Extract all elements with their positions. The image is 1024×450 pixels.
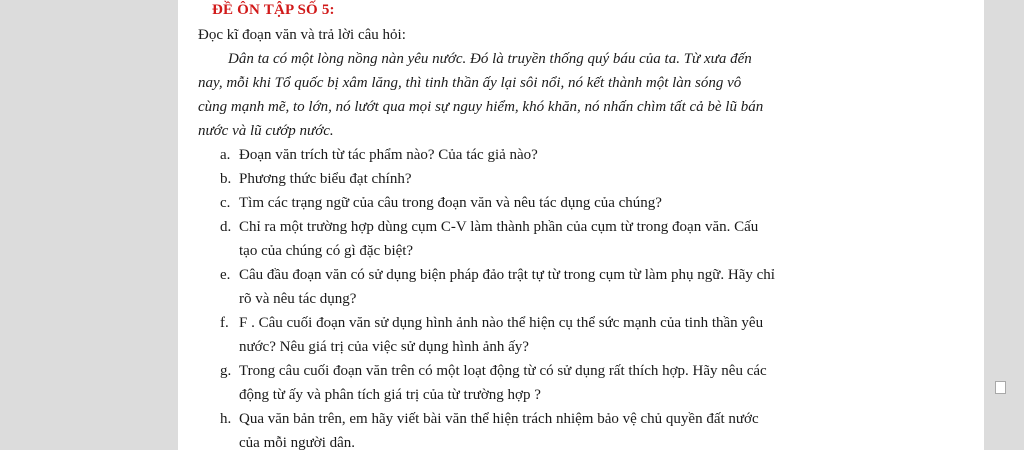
question-text: Đoạn văn trích từ tác phẩm nào? Của tác giả nào? xyxy=(239,147,538,163)
question-list xyxy=(220,143,780,450)
question-item xyxy=(220,143,780,167)
question-letter: f. xyxy=(220,315,229,331)
question-text: Phương thức biểu đạt chính? xyxy=(239,171,412,187)
question-item xyxy=(220,215,780,263)
question-item xyxy=(220,191,780,215)
question-letter: c. xyxy=(220,195,231,211)
instruction-text: Đọc kĩ đoạn văn và trả lời câu hỏi: xyxy=(198,27,406,43)
document-title: ĐỀ ÔN TẬP SỐ 5: xyxy=(212,2,335,18)
question-letter: e. xyxy=(220,267,231,283)
question-item xyxy=(220,167,780,191)
question-text: F . Câu cuối đoạn văn sử dụng hình ảnh nào thể hiện cụ thể sức mạnh của tinh thần yêu nước? Nêu giá trị của việc sử dụng hình ảnh ấy? xyxy=(239,315,764,355)
passage-text: Dân ta có một lòng nồng nàn yêu nước. Đó là truyền thống quý báu của ta. Từ xưa đến nay, mỗi khi Tổ quốc bị xâm lăng, thì tinh thần ấy lại sôi nổi, nó kết thành một làn sóng vô cùng mạnh mẽ, to lớn, nó lướt qua mọi sự nguy hiểm, khó khăn, nó nhấn chìm tất cả bè lũ bán nước và lũ cướp nước. xyxy=(198,51,764,139)
question-item xyxy=(220,407,780,450)
question-text: Chỉ ra một trường hợp dùng cụm C-V làm thành phần của cụm từ trong đoạn văn. Cấu tạo của chúng có gì đặc biệt? xyxy=(239,219,759,259)
question-text: Tìm các trạng ngữ của câu trong đoạn văn và nêu tác dụng của chúng? xyxy=(239,195,662,211)
question-letter: b. xyxy=(220,171,232,187)
question-item xyxy=(220,263,780,311)
question-text: Qua văn bản trên, em hãy viết bài văn thể hiện trách nhiệm bảo vệ chủ quyền đất nước của mỗi người dân. xyxy=(239,411,759,450)
question-item xyxy=(220,311,780,359)
question-letter: a. xyxy=(220,147,231,163)
question-text: Trong câu cuối đoạn văn trên có một loạt động từ có sử dụng rất thích hợp. Hãy nêu các động từ ấy và phân tích giá trị của từ trường hợp ? xyxy=(239,363,767,403)
question-text: Câu đầu đoạn văn có sử dụng biện pháp đảo trật tự từ trong cụm từ làm phụ ngữ. Hãy chỉ rõ và nêu tác dụng? xyxy=(239,267,775,307)
question-letter: h. xyxy=(220,411,232,427)
question-item xyxy=(220,359,780,407)
document-page xyxy=(178,0,984,450)
question-letter: d. xyxy=(220,219,232,235)
scrollbar-thumb[interactable] xyxy=(995,381,1006,394)
question-letter: g. xyxy=(220,363,232,379)
